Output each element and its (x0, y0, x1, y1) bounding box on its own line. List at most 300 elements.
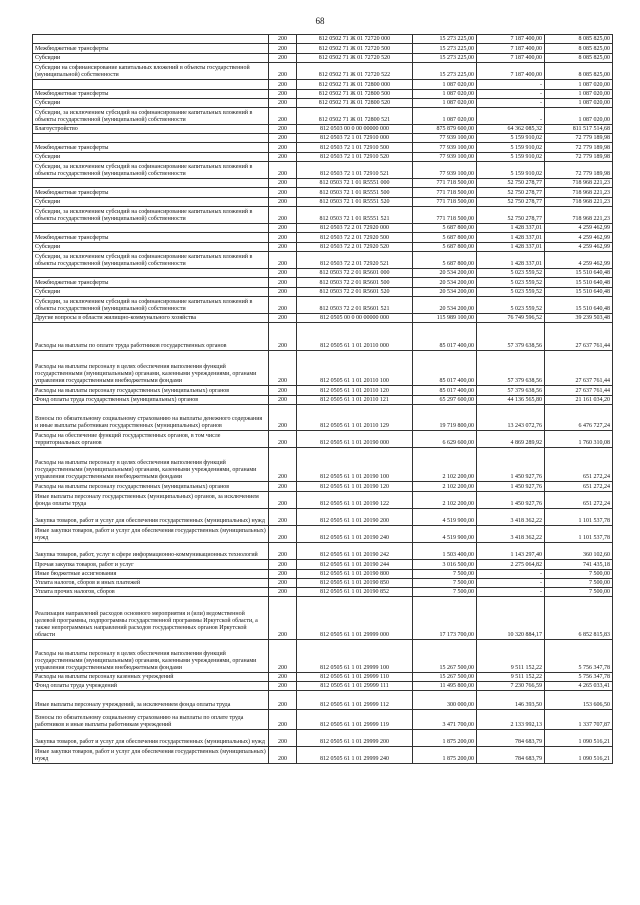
row-name: Межбюджетные трансферты (33, 188, 269, 198)
row-name: Межбюджетные трансферты (33, 278, 269, 288)
row-budget-code: 812 0505 61 1 01 20190 000 (297, 431, 413, 448)
row-executed: 7 187 400,00 (477, 35, 545, 44)
row-name: Субсидии (33, 99, 269, 108)
row-remaining: 27 637 761,44 (545, 386, 613, 396)
row-approved: 15 267 500,00 (413, 673, 477, 682)
row-remaining: 72 779 189,98 (545, 143, 613, 153)
row-name: Уплата прочих налогов, сборов (33, 588, 269, 597)
row-approved: 771 718 500,00 (413, 207, 477, 224)
row-approved: 15 273 225,00 (413, 54, 477, 63)
table-row (33, 560, 613, 570)
row-name: Иные бюджетные ассигнования (33, 570, 269, 579)
row-executed: 52 750 278,77 (477, 188, 545, 198)
row-name (33, 80, 269, 90)
row-budget-code: 812 0502 71 Ж 01 72720 000 (297, 35, 413, 44)
row-line-code: 200 (269, 162, 297, 179)
row-remaining: 7 500,00 (545, 588, 613, 597)
row-budget-code: 812 0503 72 2 01 72920 521 (297, 252, 413, 269)
row-budget-code: 812 0505 61 1 01 29999 240 (297, 747, 413, 764)
table-row (33, 730, 613, 747)
row-name: Субсидии, за исключением субсидий на софинансирование капитальных вложений в объекты государственной (муниципальной) собственности (33, 252, 269, 269)
row-executed: 1 143 297,40 (477, 543, 545, 560)
row-budget-code: 812 0505 61 1 01 20190 240 (297, 526, 413, 543)
row-remaining: 718 968 221,23 (545, 179, 613, 188)
row-remaining: 651 272,24 (545, 492, 613, 509)
row-executed: 9 511 152,22 (477, 640, 545, 673)
row-approved: 1 087 020,00 (413, 99, 477, 108)
row-budget-code: 812 0503 72 1 01 R5551 520 (297, 198, 413, 207)
row-line-code: 200 (269, 288, 297, 297)
row-budget-code: 812 0503 72 1 01 72910 000 (297, 134, 413, 143)
row-executed: 7 187 400,00 (477, 63, 545, 80)
row-budget-code: 812 0505 61 1 01 20190 242 (297, 543, 413, 560)
row-approved: 1 087 020,00 (413, 108, 477, 125)
table-row (33, 278, 613, 288)
row-line-code: 200 (269, 188, 297, 198)
row-executed: 5 023 559,52 (477, 269, 545, 278)
row-approved: 3 016 500,00 (413, 560, 477, 570)
row-approved: 20 534 200,00 (413, 269, 477, 278)
row-approved: 1 087 020,00 (413, 90, 477, 99)
row-line-code: 200 (269, 134, 297, 143)
row-executed: - (477, 588, 545, 597)
row-executed: 784 683,79 (477, 747, 545, 764)
table-row (33, 448, 613, 482)
row-name: Расходы на выплаты персоналу в целях обеспечения выполнения функций государственными (муниципальными) органами, казенными учреждениями, органами управления государственными внебюджетными фондами (33, 640, 269, 673)
row-approved: 85 017 400,00 (413, 351, 477, 386)
row-executed: 64 362 085,32 (477, 125, 545, 134)
row-line-code: 200 (269, 207, 297, 224)
row-name: Межбюджетные трансферты (33, 143, 269, 153)
row-executed: - (477, 90, 545, 99)
row-remaining: 1 090 516,21 (545, 730, 613, 747)
row-budget-code: 812 0505 61 1 01 29999 110 (297, 673, 413, 682)
table-row (33, 80, 613, 90)
row-budget-code: 812 0505 61 1 01 20190 120 (297, 482, 413, 492)
row-name: Иные закупки товаров, работ и услуг для обеспечения государственных (муниципальных) нужд (33, 526, 269, 543)
row-remaining: 651 272,24 (545, 448, 613, 482)
row-line-code: 200 (269, 323, 297, 351)
row-remaining: 1 090 516,21 (545, 747, 613, 764)
row-remaining: 15 510 640,48 (545, 269, 613, 278)
table-row (33, 323, 613, 351)
row-remaining: 8 085 825,00 (545, 44, 613, 54)
table-row (33, 640, 613, 673)
table-row (33, 691, 613, 710)
row-line-code: 200 (269, 691, 297, 710)
row-remaining: 7 500,00 (545, 579, 613, 588)
row-executed: 5 159 910,02 (477, 134, 545, 143)
row-budget-code: 812 0505 61 1 01 20190 852 (297, 588, 413, 597)
row-line-code: 200 (269, 640, 297, 673)
row-name: Субсидии (33, 54, 269, 63)
row-budget-code: 812 0505 61 1 01 20110 120 (297, 386, 413, 396)
row-line-code: 200 (269, 63, 297, 80)
table-row (33, 526, 613, 543)
row-line-code: 200 (269, 99, 297, 108)
row-approved: 19 719 800,00 (413, 405, 477, 431)
table-row (33, 143, 613, 153)
row-executed: - (477, 108, 545, 125)
row-remaining: 153 606,50 (545, 691, 613, 710)
row-budget-code: 812 0505 61 1 01 20190 244 (297, 560, 413, 570)
row-budget-code: 812 0503 72 1 01 R5551 000 (297, 179, 413, 188)
row-remaining: 15 510 640,48 (545, 278, 613, 288)
row-budget-code: 812 0502 71 Ж 01 72720 520 (297, 54, 413, 63)
row-executed: - (477, 579, 545, 588)
table-row (33, 252, 613, 269)
row-budget-code: 812 0505 61 1 01 20110 000 (297, 323, 413, 351)
row-approved: 5 687 800,00 (413, 224, 477, 233)
row-budget-code: 812 0502 71 Ж 01 72800 000 (297, 80, 413, 90)
row-name: Иные выплаты персоналу учреждений, за исключением фонда оплаты труда (33, 691, 269, 710)
row-approved: 1 503 400,00 (413, 543, 477, 560)
table-row (33, 482, 613, 492)
row-budget-code: 812 0505 61 1 01 29999 112 (297, 691, 413, 710)
row-remaining: 360 102,60 (545, 543, 613, 560)
table-row (33, 747, 613, 764)
row-approved: 7 500,00 (413, 579, 477, 588)
row-line-code: 200 (269, 597, 297, 640)
row-name: Расходы на выплаты персоналу в целях обеспечения выполнения функций государственными (муниципальными) органами, казенными учреждениями, органами управления государственными внебюджетными фондами (33, 351, 269, 386)
table-row (33, 314, 613, 323)
row-executed: 2 133 992,13 (477, 710, 545, 730)
table-row (33, 134, 613, 143)
row-line-code: 200 (269, 243, 297, 252)
row-name: Иные выплаты персоналу государственных (муниципальных) органов, за исключением фонда оплаты труда (33, 492, 269, 509)
row-executed: 76 749 596,52 (477, 314, 545, 323)
table-row (33, 233, 613, 243)
row-budget-code: 812 0502 71 Ж 01 72800 521 (297, 108, 413, 125)
row-budget-code: 812 0502 71 Ж 01 72800 500 (297, 90, 413, 99)
budget-table (32, 34, 613, 764)
row-remaining: 1 760 310,08 (545, 431, 613, 448)
row-executed: 1 450 927,76 (477, 482, 545, 492)
table-row (33, 682, 613, 691)
row-remaining: 15 510 640,48 (545, 288, 613, 297)
row-line-code: 200 (269, 396, 297, 405)
table-row (33, 269, 613, 278)
row-executed: 57 379 638,56 (477, 351, 545, 386)
row-budget-code: 812 0505 61 1 01 20190 100 (297, 448, 413, 482)
row-executed: 5 023 559,52 (477, 297, 545, 314)
row-remaining: 1 087 020,00 (545, 80, 613, 90)
row-budget-code: 812 0503 72 2 01 72920 520 (297, 243, 413, 252)
row-name: Расходы на выплаты персоналу казенных учреждений (33, 673, 269, 682)
row-remaining: 4 259 462,99 (545, 233, 613, 243)
row-name: Закупка товаров, работ, услуг в сфере информационно-коммуникационных технологий (33, 543, 269, 560)
row-remaining: 6 476 727,24 (545, 405, 613, 431)
row-budget-code: 812 0505 61 1 01 29999 200 (297, 730, 413, 747)
row-line-code: 200 (269, 90, 297, 99)
row-remaining: 6 852 815,83 (545, 597, 613, 640)
row-budget-code: 812 0505 61 1 01 20190 200 (297, 509, 413, 526)
row-executed: 57 379 638,56 (477, 386, 545, 396)
table-row (33, 54, 613, 63)
table-row (33, 710, 613, 730)
row-remaining: 72 779 189,98 (545, 153, 613, 162)
row-budget-code: 812 0502 71 Ж 01 72720 522 (297, 63, 413, 80)
row-approved: 771 718 500,00 (413, 188, 477, 198)
row-remaining: 21 161 034,20 (545, 396, 613, 405)
row-approved: 15 273 225,00 (413, 35, 477, 44)
row-executed: 784 683,79 (477, 730, 545, 747)
row-name: Субсидии (33, 288, 269, 297)
row-executed: 1 450 927,76 (477, 492, 545, 509)
row-executed: 52 750 278,77 (477, 207, 545, 224)
row-line-code: 200 (269, 314, 297, 323)
row-approved: 77 939 100,00 (413, 134, 477, 143)
row-approved: 15 273 225,00 (413, 63, 477, 80)
row-budget-code: 812 0503 72 1 01 72910 521 (297, 162, 413, 179)
row-approved: 1 087 020,00 (413, 80, 477, 90)
table-row (33, 188, 613, 198)
row-remaining: 27 637 761,44 (545, 323, 613, 351)
table-row (33, 405, 613, 431)
row-executed: 7 187 400,00 (477, 44, 545, 54)
row-name: Расходы на выплаты персоналу государственных (муниципальных) органов (33, 482, 269, 492)
table-row (33, 570, 613, 579)
row-executed: 3 418 362,22 (477, 526, 545, 543)
row-approved: 6 629 600,00 (413, 431, 477, 448)
row-line-code: 200 (269, 431, 297, 448)
row-line-code: 200 (269, 125, 297, 134)
row-remaining: 27 637 761,44 (545, 351, 613, 386)
table-row (33, 386, 613, 396)
table-row (33, 492, 613, 509)
row-name: Другие вопросы в области жилищно-коммунального хозяйства (33, 314, 269, 323)
row-approved: 11 495 800,00 (413, 682, 477, 691)
row-executed: 5 023 559,52 (477, 288, 545, 297)
row-name: Субсидии (33, 243, 269, 252)
row-name: Расходы на выплаты персоналу государственных (муниципальных) органов (33, 386, 269, 396)
row-executed: 7 230 766,59 (477, 682, 545, 691)
row-approved: 300 000,00 (413, 691, 477, 710)
row-line-code: 200 (269, 224, 297, 233)
row-approved: 5 687 800,00 (413, 243, 477, 252)
row-budget-code: 812 0505 61 1 01 20190 850 (297, 579, 413, 588)
row-budget-code: 812 0503 72 1 01 72910 520 (297, 153, 413, 162)
row-approved: 875 879 600,00 (413, 125, 477, 134)
row-line-code: 200 (269, 108, 297, 125)
row-executed: 5 159 910,02 (477, 143, 545, 153)
table-row (33, 288, 613, 297)
table-row (33, 63, 613, 80)
row-approved: 115 989 100,00 (413, 314, 477, 323)
row-remaining: 718 968 221,23 (545, 188, 613, 198)
table-row (33, 108, 613, 125)
row-executed: 1 428 337,01 (477, 224, 545, 233)
row-line-code: 200 (269, 297, 297, 314)
row-line-code: 200 (269, 482, 297, 492)
row-line-code: 200 (269, 543, 297, 560)
row-budget-code: 812 0502 71 Ж 01 72800 520 (297, 99, 413, 108)
row-line-code: 200 (269, 252, 297, 269)
row-line-code: 200 (269, 351, 297, 386)
row-approved: 7 500,00 (413, 570, 477, 579)
table-row (33, 543, 613, 560)
table-row (33, 179, 613, 188)
row-budget-code: 812 0503 72 1 01 R5551 521 (297, 207, 413, 224)
row-name: Взносы по обязательному социальному страхованию на выплаты денежного содержания и иные выплаты работникам государственных (муниципальных) органов (33, 405, 269, 431)
row-budget-code: 812 0505 61 1 01 29999 111 (297, 682, 413, 691)
row-executed: 10 320 884,17 (477, 597, 545, 640)
row-approved: 771 718 500,00 (413, 198, 477, 207)
row-executed: 1 450 927,76 (477, 448, 545, 482)
row-name: Расходы на выплаты по оплате труда работников государственных органов (33, 323, 269, 351)
row-line-code: 200 (269, 747, 297, 764)
row-approved: 5 687 800,00 (413, 252, 477, 269)
row-line-code: 200 (269, 35, 297, 44)
row-approved: 65 297 600,00 (413, 396, 477, 405)
row-name (33, 179, 269, 188)
row-remaining: 1 337 707,87 (545, 710, 613, 730)
row-remaining: 7 500,00 (545, 570, 613, 579)
row-approved: 771 718 500,00 (413, 179, 477, 188)
row-approved: 85 017 400,00 (413, 386, 477, 396)
row-budget-code: 812 0505 61 1 01 29999 100 (297, 640, 413, 673)
row-approved: 17 173 700,00 (413, 597, 477, 640)
row-approved: 77 939 100,00 (413, 143, 477, 153)
row-name: Расходы на выплаты персоналу в целях обеспечения выполнения функций государственными (муниципальными) органами, казенными учреждениями, органами управления государственными внебюджетными фондами (33, 448, 269, 482)
row-name: Закупка товаров, работ и услуг для обеспечения государственных (муниципальных) нужд (33, 730, 269, 747)
row-line-code: 200 (269, 588, 297, 597)
row-approved: 2 102 200,00 (413, 448, 477, 482)
row-remaining: 718 968 221,23 (545, 198, 613, 207)
row-remaining: 15 510 640,48 (545, 297, 613, 314)
row-remaining: 72 779 189,98 (545, 162, 613, 179)
row-line-code: 200 (269, 560, 297, 570)
row-line-code: 200 (269, 54, 297, 63)
row-approved: 2 102 200,00 (413, 492, 477, 509)
row-line-code: 200 (269, 386, 297, 396)
row-name: Реализация направлений расходов основного мероприятия и (или) ведомственной целевой программы, подпрограммы государственной программы Иркутской области, а также непрограммных направлений расходов государственных органов Иркутской области (33, 597, 269, 640)
table-row (33, 509, 613, 526)
row-line-code: 200 (269, 710, 297, 730)
table-row (33, 44, 613, 54)
row-line-code: 200 (269, 143, 297, 153)
row-remaining: 39 239 503,48 (545, 314, 613, 323)
row-executed: 5 023 559,52 (477, 278, 545, 288)
row-budget-code: 812 0503 72 1 01 R5551 500 (297, 188, 413, 198)
row-approved: 77 939 100,00 (413, 162, 477, 179)
row-remaining: 651 272,24 (545, 482, 613, 492)
row-line-code: 200 (269, 492, 297, 509)
table-row (33, 99, 613, 108)
row-name: Субсидии, за исключением субсидий на софинансирование капитальных вложений в объекты государственной (муниципальной) собственности (33, 162, 269, 179)
row-remaining: 1 101 537,78 (545, 509, 613, 526)
table-row (33, 579, 613, 588)
row-remaining: 5 756 347,78 (545, 640, 613, 673)
row-budget-code: 812 0505 61 1 01 20110 100 (297, 351, 413, 386)
row-budget-code: 812 0503 72 2 01 72920 000 (297, 224, 413, 233)
row-approved: 85 017 400,00 (413, 323, 477, 351)
row-approved: 20 534 200,00 (413, 278, 477, 288)
row-name (33, 269, 269, 278)
row-name: Субсидии, за исключением субсидий на софинансирование капитальных вложений в объекты государственной (муниципальной) собственности (33, 207, 269, 224)
row-budget-code: 812 0503 72 2 01 R5601 500 (297, 278, 413, 288)
row-approved: 20 534 200,00 (413, 297, 477, 314)
row-executed: 7 187 400,00 (477, 54, 545, 63)
row-name: Субсидии (33, 198, 269, 207)
row-remaining: 1 101 537,78 (545, 526, 613, 543)
row-line-code: 200 (269, 579, 297, 588)
table-row (33, 673, 613, 682)
row-budget-code: 812 0502 71 Ж 01 72720 500 (297, 44, 413, 54)
row-remaining: 8 085 825,00 (545, 63, 613, 80)
row-remaining: 741 435,18 (545, 560, 613, 570)
row-executed: 52 750 278,77 (477, 179, 545, 188)
row-name: Иные закупки товаров, работ и услуг для обеспечения государственных (муниципальных) нужд (33, 747, 269, 764)
row-line-code: 200 (269, 682, 297, 691)
row-executed: 5 159 910,02 (477, 162, 545, 179)
row-approved: 1 875 200,00 (413, 747, 477, 764)
row-remaining: 4 265 033,41 (545, 682, 613, 691)
row-line-code: 200 (269, 153, 297, 162)
row-name: Фонд оплаты труда государственных (муниципальных) органов (33, 396, 269, 405)
row-approved: 5 687 800,00 (413, 233, 477, 243)
row-executed: 44 136 565,80 (477, 396, 545, 405)
row-executed: - (477, 80, 545, 90)
row-name: Субсидии, за исключением субсидий на софинансирование капитальных вложений в объекты государственной (муниципальной) собственности (33, 297, 269, 314)
row-name: Субсидии (33, 153, 269, 162)
row-approved: 4 519 900,00 (413, 509, 477, 526)
table-row (33, 125, 613, 134)
row-approved: 77 939 100,00 (413, 153, 477, 162)
row-line-code: 200 (269, 526, 297, 543)
row-line-code: 200 (269, 233, 297, 243)
row-budget-code: 812 0503 72 2 01 R5601 000 (297, 269, 413, 278)
row-approved: 15 267 500,00 (413, 640, 477, 673)
table-row (33, 207, 613, 224)
row-remaining: 1 087 020,00 (545, 99, 613, 108)
row-budget-code: 812 0505 00 0 00 00000 000 (297, 314, 413, 323)
row-budget-code: 812 0503 72 2 01 72920 500 (297, 233, 413, 243)
row-name: Межбюджетные трансферты (33, 90, 269, 99)
row-approved: 20 534 200,00 (413, 288, 477, 297)
row-line-code: 200 (269, 179, 297, 188)
row-remaining: 4 259 462,99 (545, 252, 613, 269)
row-line-code: 200 (269, 405, 297, 431)
row-name: Фонд оплаты труда учреждений (33, 682, 269, 691)
row-executed: 9 511 152,22 (477, 673, 545, 682)
row-budget-code: 812 0503 72 2 01 R5601 521 (297, 297, 413, 314)
row-name: Уплата налогов, сборов и иных платежей (33, 579, 269, 588)
table-row (33, 588, 613, 597)
table-row (33, 162, 613, 179)
row-budget-code: 812 0505 61 1 01 20110 129 (297, 405, 413, 431)
row-budget-code: 812 0505 61 1 01 20110 121 (297, 396, 413, 405)
table-row (33, 35, 613, 44)
row-budget-code: 812 0505 61 1 01 20190 800 (297, 570, 413, 579)
row-executed: 146 393,50 (477, 691, 545, 710)
row-executed: 1 428 337,01 (477, 233, 545, 243)
row-line-code: 200 (269, 730, 297, 747)
row-executed: 2 275 064,82 (477, 560, 545, 570)
row-executed: 13 243 072,76 (477, 405, 545, 431)
row-budget-code: 812 0505 61 1 01 20190 122 (297, 492, 413, 509)
row-approved: 3 471 700,00 (413, 710, 477, 730)
row-approved: 4 519 900,00 (413, 526, 477, 543)
row-line-code: 200 (269, 278, 297, 288)
row-name (33, 35, 269, 44)
row-name (33, 224, 269, 233)
row-budget-code: 812 0505 61 1 01 29999 000 (297, 597, 413, 640)
row-name: Межбюджетные трансферты (33, 233, 269, 243)
row-line-code: 200 (269, 198, 297, 207)
row-name: Закупка товаров, работ и услуг для обеспечения государственных (муниципальных) нужд (33, 509, 269, 526)
table-row (33, 153, 613, 162)
